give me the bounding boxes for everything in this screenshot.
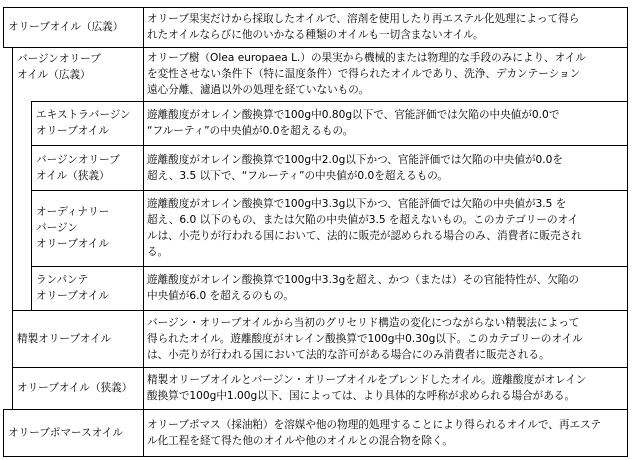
text-line: オリーブオイル: [36, 125, 109, 137]
text-line: れたオイルならびに他のいかなる種類のオイルも一切含まないオイル。: [147, 29, 484, 41]
text-line: オリーブオイル: [36, 238, 109, 250]
text-line: オリーブオイル: [36, 290, 109, 302]
text-line: を変性させない条件下（特に温度条件）で得られたオイルであり、洗浄、デカンテーション: [147, 68, 581, 80]
lampante-olive-oil-label: [36, 272, 141, 304]
text-line: る。: [147, 246, 169, 258]
text-line: オリーブポマースオイル: [8, 427, 123, 439]
text-line: ル化工程を経て得た他のオイルや他のオイルとの混合物を除く。: [147, 435, 453, 447]
text-line: エキストラバージン: [36, 109, 131, 121]
lampante-olive-oil-description: [147, 272, 625, 304]
virgin-olive-oil-narrow-label: [36, 152, 141, 184]
virgin-olive-oil-broad-description: [147, 50, 625, 98]
extra-virgin-olive-oil-description: [147, 107, 625, 139]
text-line: オイル（狭義）: [36, 170, 110, 182]
text-line: バージンオリーブ: [17, 53, 101, 65]
text-line: オリーブオイル（狭義）: [17, 382, 133, 394]
refined-olive-oil-description: [147, 315, 625, 363]
text-line: オリーブ果実だけから採取したオイルで、溶剤を使用したり再エステル化処理によって得ら: [147, 13, 580, 25]
text-line: 酸換算で100g中1.00g以下、国によっては、より具体的な呼称が求められる場合がある。: [147, 390, 576, 402]
extra-virgin-olive-oil-label: [36, 107, 141, 139]
text-line: 精製オリーブオイル: [17, 333, 112, 345]
text-line: 遊離酸度がオレイン酸換算で100g中2.0g以下かつ、官能評価では欠陥の中央値が0.0を: [147, 154, 564, 166]
text-line: “フルーティ”の中央値が0.0を超えるもの。: [147, 125, 354, 137]
text-line: 超え、3.5 以下で、“フルーティ”の中央値が0.0を超えるもの。: [147, 170, 449, 182]
text-line: オイル（広義）: [17, 69, 91, 81]
text-line: バージン・オリーブオイルから当初のグリセリド構造の変化につながらない精製法によって: [147, 317, 580, 329]
text-line: 遊離酸度がオレイン酸換算で100g中3.3g以下かつ、官能評価では欠陥の中央値が3.5 を: [147, 198, 567, 210]
olive-pomace-oil-label: [8, 425, 141, 441]
text-line: 超え、6.0 以下のもの、または欠陥の中央値が3.5 を超えないもの。このカテゴリーのオイ: [147, 214, 579, 226]
olive-oil-broad-label: [8, 19, 141, 35]
olive-pomace-oil-description: [147, 417, 625, 449]
text-line: ランパンテ: [36, 274, 89, 286]
ordinary-virgin-olive-oil-label: [36, 204, 141, 252]
text-line: は、小売りが行われる国において法的な許可がある場合にのみ消費者に販売される。: [147, 349, 550, 361]
ordinary-virgin-olive-oil-description: [147, 196, 625, 260]
text-line: バージン: [36, 222, 78, 234]
virgin-olive-oil-narrow-description: [147, 152, 625, 184]
text-line: オリーブオイル（広義）: [8, 21, 124, 33]
text-line: 得られたオイル。遊離酸度がオレイン酸換算で100g中0.30g以下。このカテゴリーのオイル: [147, 333, 583, 345]
text-line: オリーブポマス（採油粕）を溶媒や他の物理的処理することにより得られるオイルで、再エステ: [147, 419, 602, 431]
text-line: 遊離酸度がオレイン酸換算で100g中3.3gを超え、かつ（または）その官能特性が、欠陥の: [147, 274, 579, 286]
text-line: 遊離酸度がオレイン酸換算で100g中0.80g以下で、官能評価では欠陥の中央値が0.0で: [147, 109, 560, 121]
text-line: バージンオリーブ: [36, 154, 120, 166]
text-line: オーディナリー: [36, 206, 110, 218]
olive-oil-narrow-description: [147, 372, 625, 404]
virgin-olive-oil-broad-label: [17, 51, 141, 83]
text-line: 精製オリーブオイルとバージン・オリーブオイルをブレンドしたオイル。遊離酸度がオレイン: [147, 374, 587, 386]
text-line: オリーブ樹（Olea europaea L.）の果実から機械的または物理的な手段のみにより、オイル: [147, 52, 586, 64]
olive-oil-narrow-label: [17, 380, 141, 396]
text-line: 遠心分離、濾過以外の処理を経ていないもの。: [147, 84, 370, 96]
text-line: ルは、小売りが行われる国において、法的に販売が認められる場合のみ、消費者に販売され: [147, 230, 582, 242]
refined-olive-oil-label: [17, 331, 141, 347]
text-line: 中央値が6.0 を超えるのもの。: [147, 290, 294, 302]
olive-oil-broad-description: [147, 11, 625, 43]
